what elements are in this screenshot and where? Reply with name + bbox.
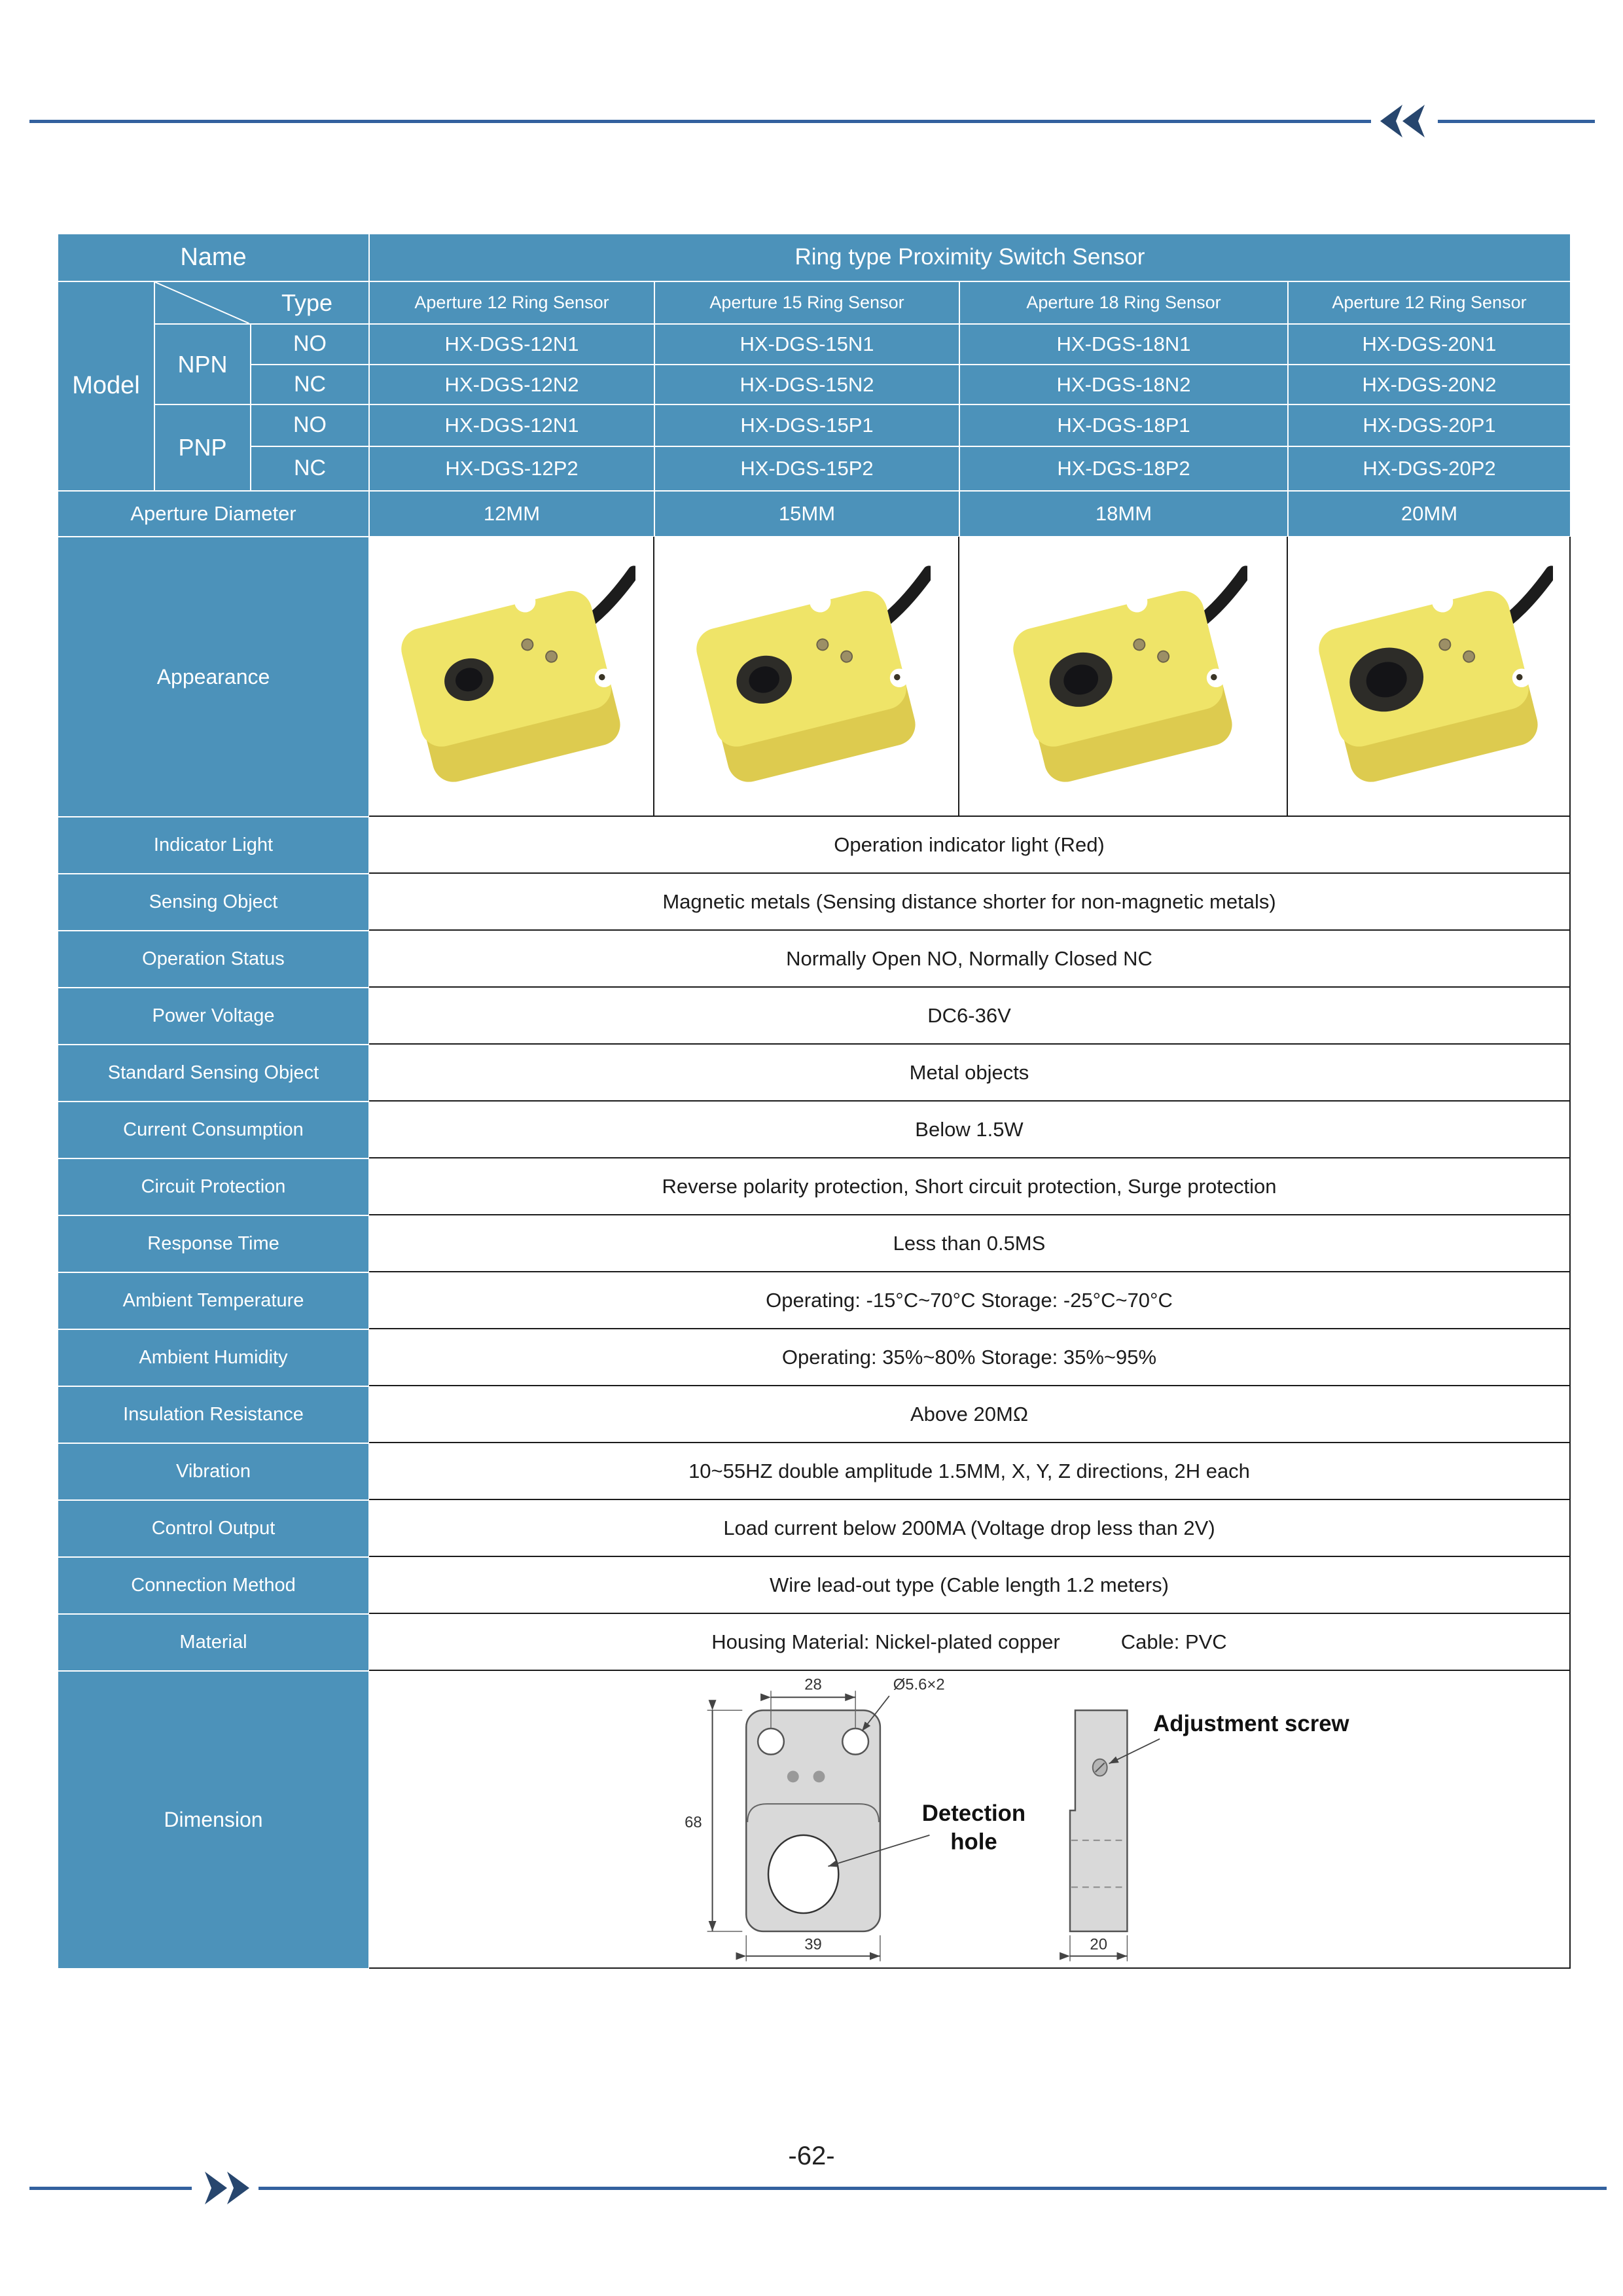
dim-width-top: 28 <box>804 1676 822 1694</box>
appearance-image <box>654 537 959 817</box>
spec-label: Ambient Humidity <box>58 1329 369 1386</box>
spec-value: Above 20MΩ <box>369 1386 1571 1443</box>
spec-value: Below 1.5W <box>369 1102 1571 1158</box>
spec-value: Less than 0.5MS <box>369 1215 1571 1272</box>
spec-label: Operation Status <box>58 931 369 988</box>
type-header-cell <box>154 281 369 324</box>
spec-value: Magnetic metals (Sensing distance shorter for non-magnetic metals) <box>369 874 1571 931</box>
model-cell: HX-DGS-15P2 <box>654 446 959 491</box>
dimension-drawing-cell <box>369 1671 1571 1969</box>
npn-header-cell: NPN <box>154 324 251 404</box>
model-cell: HX-DGS-18N1 <box>959 324 1288 365</box>
spec-label: Insulation Resistance <box>58 1386 369 1443</box>
dim-width-bottom: 39 <box>804 1935 822 1954</box>
sensor-product-image <box>999 558 1247 794</box>
model-type-label: NC <box>251 365 369 404</box>
spec-label: Material <box>58 1614 369 1671</box>
column-header: Aperture 12 Ring Sensor <box>369 281 654 324</box>
spec-label: Control Output <box>58 1500 369 1557</box>
spec-label: Power Voltage <box>58 988 369 1045</box>
spec-value: Wire lead-out type (Cable length 1.2 meters) <box>369 1557 1571 1614</box>
indicator-dot <box>787 1770 799 1782</box>
appearance-image <box>369 537 654 817</box>
fast-forward-icon <box>200 2170 251 2206</box>
spec-label: Response Time <box>58 1215 369 1272</box>
appearance-image <box>959 537 1288 817</box>
dim-height: 68 <box>685 1813 702 1831</box>
aperture-value: 18MM <box>959 491 1288 537</box>
spec-label: Sensing Object <box>58 874 369 931</box>
divider-line <box>29 120 1371 123</box>
spec-value: Housing Material: Nickel-plated copper Cable: PVC <box>369 1614 1571 1671</box>
spec-value: Reverse polarity protection, Short circuit protection, Surge protection <box>369 1158 1571 1215</box>
column-header: Aperture 12 Ring Sensor <box>1288 281 1571 324</box>
aperture-value: 12MM <box>369 491 654 537</box>
spec-label: Standard Sensing Object <box>58 1045 369 1102</box>
product-name-cell: Ring type Proximity Switch Sensor <box>369 234 1571 281</box>
model-cell: HX-DGS-12P2 <box>369 446 654 491</box>
model-cell: HX-DGS-12N1 <box>369 404 654 446</box>
model-cell: HX-DGS-15N1 <box>654 324 959 365</box>
model-cell: HX-DGS-20N2 <box>1288 365 1571 404</box>
model-cell: HX-DGS-20P1 <box>1288 404 1571 446</box>
spec-label: Connection Method <box>58 1557 369 1614</box>
model-cell: HX-DGS-12N1 <box>369 324 654 365</box>
sensor-product-image <box>387 558 635 794</box>
spec-label: Vibration <box>58 1443 369 1500</box>
pnp-header-cell: PNP <box>154 404 251 491</box>
mounting-hole <box>758 1729 784 1755</box>
dim-side-width: 20 <box>1090 1935 1107 1954</box>
spec-value: Operating: 35%~80% Storage: 35%~95% <box>369 1329 1571 1386</box>
spec-table <box>58 234 1571 1969</box>
name-header-cell: Name <box>58 234 369 281</box>
spec-value: Metal objects <box>369 1045 1571 1102</box>
spec-label: Current Consumption <box>58 1102 369 1158</box>
type-header-label: Type <box>281 289 332 316</box>
adjustment-screw-label: Adjustment screw <box>1153 1711 1349 1736</box>
sensor-product-image <box>682 558 931 794</box>
dimension-drawing <box>369 1671 1569 1967</box>
side-view-outline <box>1070 1710 1127 1931</box>
spec-value: Operating: -15°C~70°C Storage: -25°C~70°C <box>369 1272 1571 1329</box>
detection-hole-label-1: Detection <box>921 1801 1026 1826</box>
mounting-hole <box>842 1729 868 1755</box>
aperture-diameter-label: Aperture Diameter <box>58 491 369 537</box>
model-cell: HX-DGS-12N2 <box>369 365 654 404</box>
aperture-value: 20MM <box>1288 491 1571 537</box>
page-number: -62- <box>788 2142 835 2170</box>
indicator-dot <box>813 1770 825 1782</box>
divider-line <box>259 2187 1607 2190</box>
sensor-product-image <box>1304 558 1553 794</box>
divider-line <box>1438 120 1595 123</box>
aperture-value: 15MM <box>654 491 959 537</box>
top-divider <box>29 103 1595 139</box>
dim-hole-note: Ø5.6×2 <box>893 1676 945 1694</box>
model-header-cell: Model <box>58 281 154 491</box>
bottom-divider <box>29 2170 1607 2206</box>
appearance-image <box>1288 537 1571 817</box>
spec-value: Normally Open NO, Normally Closed NC <box>369 931 1571 988</box>
model-cell: HX-DGS-18P1 <box>959 404 1288 446</box>
spec-label: Indicator Light <box>58 817 369 874</box>
model-cell: HX-DGS-20P2 <box>1288 446 1571 491</box>
detection-hole-label-2: hole <box>950 1829 997 1855</box>
model-type-label: NO <box>251 324 369 365</box>
model-cell: HX-DGS-20N1 <box>1288 324 1571 365</box>
column-header: Aperture 18 Ring Sensor <box>959 281 1288 324</box>
appearance-label: Appearance <box>58 537 369 817</box>
spec-value: 10~55HZ double amplitude 1.5MM, X, Y, Z directions, 2H each <box>369 1443 1571 1500</box>
model-cell: HX-DGS-18P2 <box>959 446 1288 491</box>
model-cell: HX-DGS-15P1 <box>654 404 959 446</box>
dimension-label: Dimension <box>58 1671 369 1969</box>
spec-value: Load current below 200MA (Voltage drop less than 2V) <box>369 1500 1571 1557</box>
spec-value: DC6-36V <box>369 988 1571 1045</box>
spec-label: Ambient Temperature <box>58 1272 369 1329</box>
detection-hole <box>768 1835 838 1913</box>
model-type-label: NO <box>251 404 369 446</box>
model-type-label: NC <box>251 446 369 491</box>
column-header: Aperture 15 Ring Sensor <box>654 281 959 324</box>
fast-backward-icon <box>1379 103 1430 139</box>
spec-value: Operation indicator light (Red) <box>369 817 1571 874</box>
spec-label: Circuit Protection <box>58 1158 369 1215</box>
divider-line <box>29 2187 192 2190</box>
model-cell: HX-DGS-18N2 <box>959 365 1288 404</box>
model-cell: HX-DGS-15N2 <box>654 365 959 404</box>
